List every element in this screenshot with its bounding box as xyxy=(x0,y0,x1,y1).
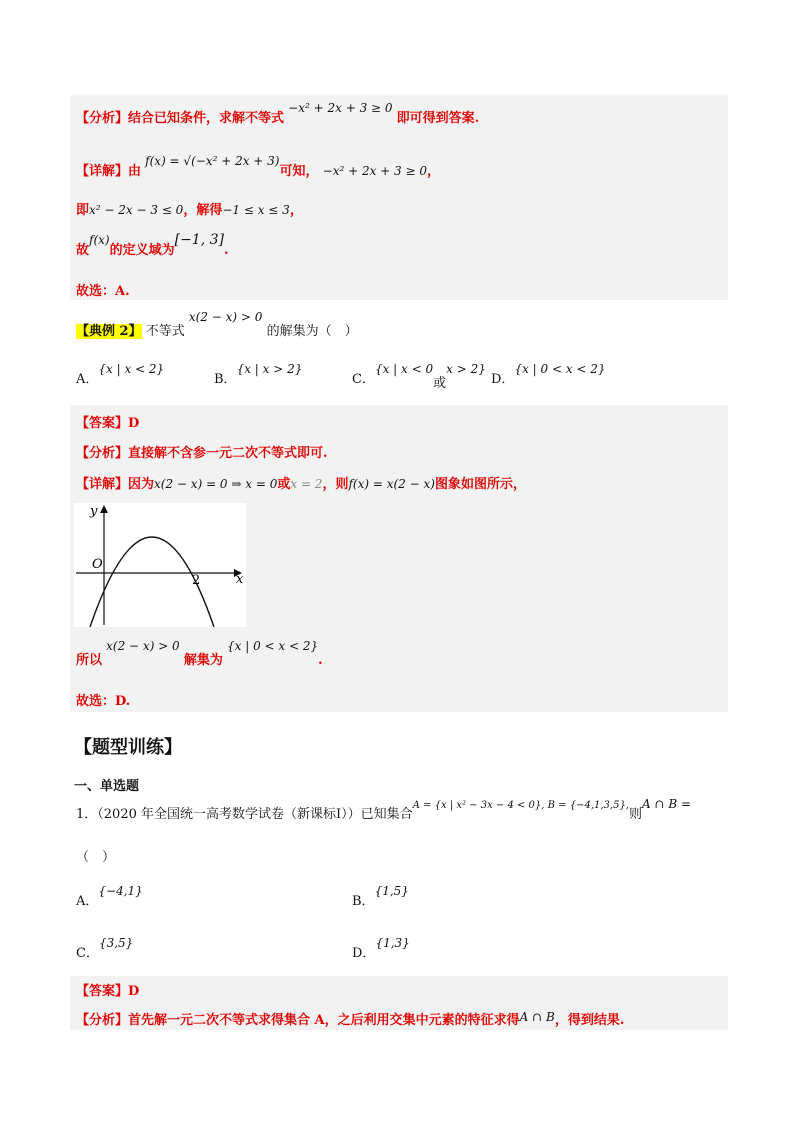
answer-value: D xyxy=(128,416,140,431)
y-axis-label: y xyxy=(90,504,98,519)
inequality-math: −x² + 2x + 3 ≥ 0 xyxy=(288,101,393,115)
analysis-line-3: 【分析】首先解一元二次不等式求得集合 A，之后利用交集中元素的特征求得A ∩ B，得到结果. xyxy=(76,1010,625,1028)
q1-option-b[interactable]: B．{1,5} xyxy=(352,884,409,909)
detail-label: 【详解】 xyxy=(76,164,129,179)
root-label: 2 xyxy=(192,573,201,588)
option-a[interactable]: A．{x | x < 2} xyxy=(76,362,165,387)
question-1-stem: 1．（2020 年全国统一高考数学试卷（新课标Ⅰ））已知集合$^{A = \{x | x^2 - 3x - 4 < 0\}, B = \{-4,1,3,5\},}$则A ∩ B = xyxy=(76,797,692,822)
parabola-graph xyxy=(74,503,246,627)
choice-line-1: 故选：A. xyxy=(76,284,130,299)
option-d[interactable]: D．{x | 0 < x < 2} xyxy=(491,362,606,387)
section-title: 【题型训练】 xyxy=(74,737,182,758)
choice-line-2: 故选：D. xyxy=(76,694,131,709)
answer-line-3: 【答案】D xyxy=(76,984,140,999)
example-label: 【典例 2】 xyxy=(76,324,142,339)
origin-label: O xyxy=(92,557,103,572)
q1-option-c[interactable]: C．{3,5} xyxy=(76,936,134,961)
analysis-label: 【分析】 xyxy=(76,111,129,126)
detail-line-2: 即x² − 2x − 3 ≤ 0，解得−1 ≤ x ≤ 3， xyxy=(76,203,303,218)
question-1-blank: （ ） xyxy=(76,850,116,865)
function-math: f(x) = √(−x² + 2x + 3) xyxy=(145,154,280,168)
parabola-svg xyxy=(74,503,246,627)
option-b[interactable]: B．{x | x > 2} xyxy=(214,362,303,387)
detail-line-2-1: 【详解】因为x(2 − x) = 0 ⇒ x = 0或x = 2，则f(x) = x(2 − x)图象如图所示， xyxy=(76,477,526,492)
y-axis-arrow xyxy=(100,505,108,513)
answer-line-2: 【答案】D xyxy=(76,416,140,431)
analysis-line-2: 【分析】直接解不含参一元二次不等式即可. xyxy=(76,446,328,461)
example-2-stem: 【典例 2】 不等式 x(2 − x) > 0 的解集为（ ） xyxy=(76,310,358,339)
option-c[interactable]: C．{x | x < 0或x > 2} xyxy=(352,362,486,391)
detail-line-3: 故f(x)的定义域为[−1, 3]. xyxy=(76,232,229,258)
q1-option-a[interactable]: A．{−4,1} xyxy=(76,884,143,909)
x-axis-label: x xyxy=(236,572,244,587)
conclusion-line-2: 所以 x(2 − x) > 0 解集为 {x | 0 < x < 2}. xyxy=(76,639,323,668)
q1-option-d[interactable]: D．{1,3} xyxy=(352,936,410,961)
subsection-single-choice: 一、单选题 xyxy=(74,779,140,794)
detail-line-1: 【详解】由 f(x) = √(−x² + 2x + 3)可知， −x² + 2x + 3 ≥ 0， xyxy=(76,154,441,179)
analysis-line-1: 【分析】结合已知条件，求解不等式 −x² + 2x + 3 ≥ 0 即可得到答案. xyxy=(76,101,480,126)
